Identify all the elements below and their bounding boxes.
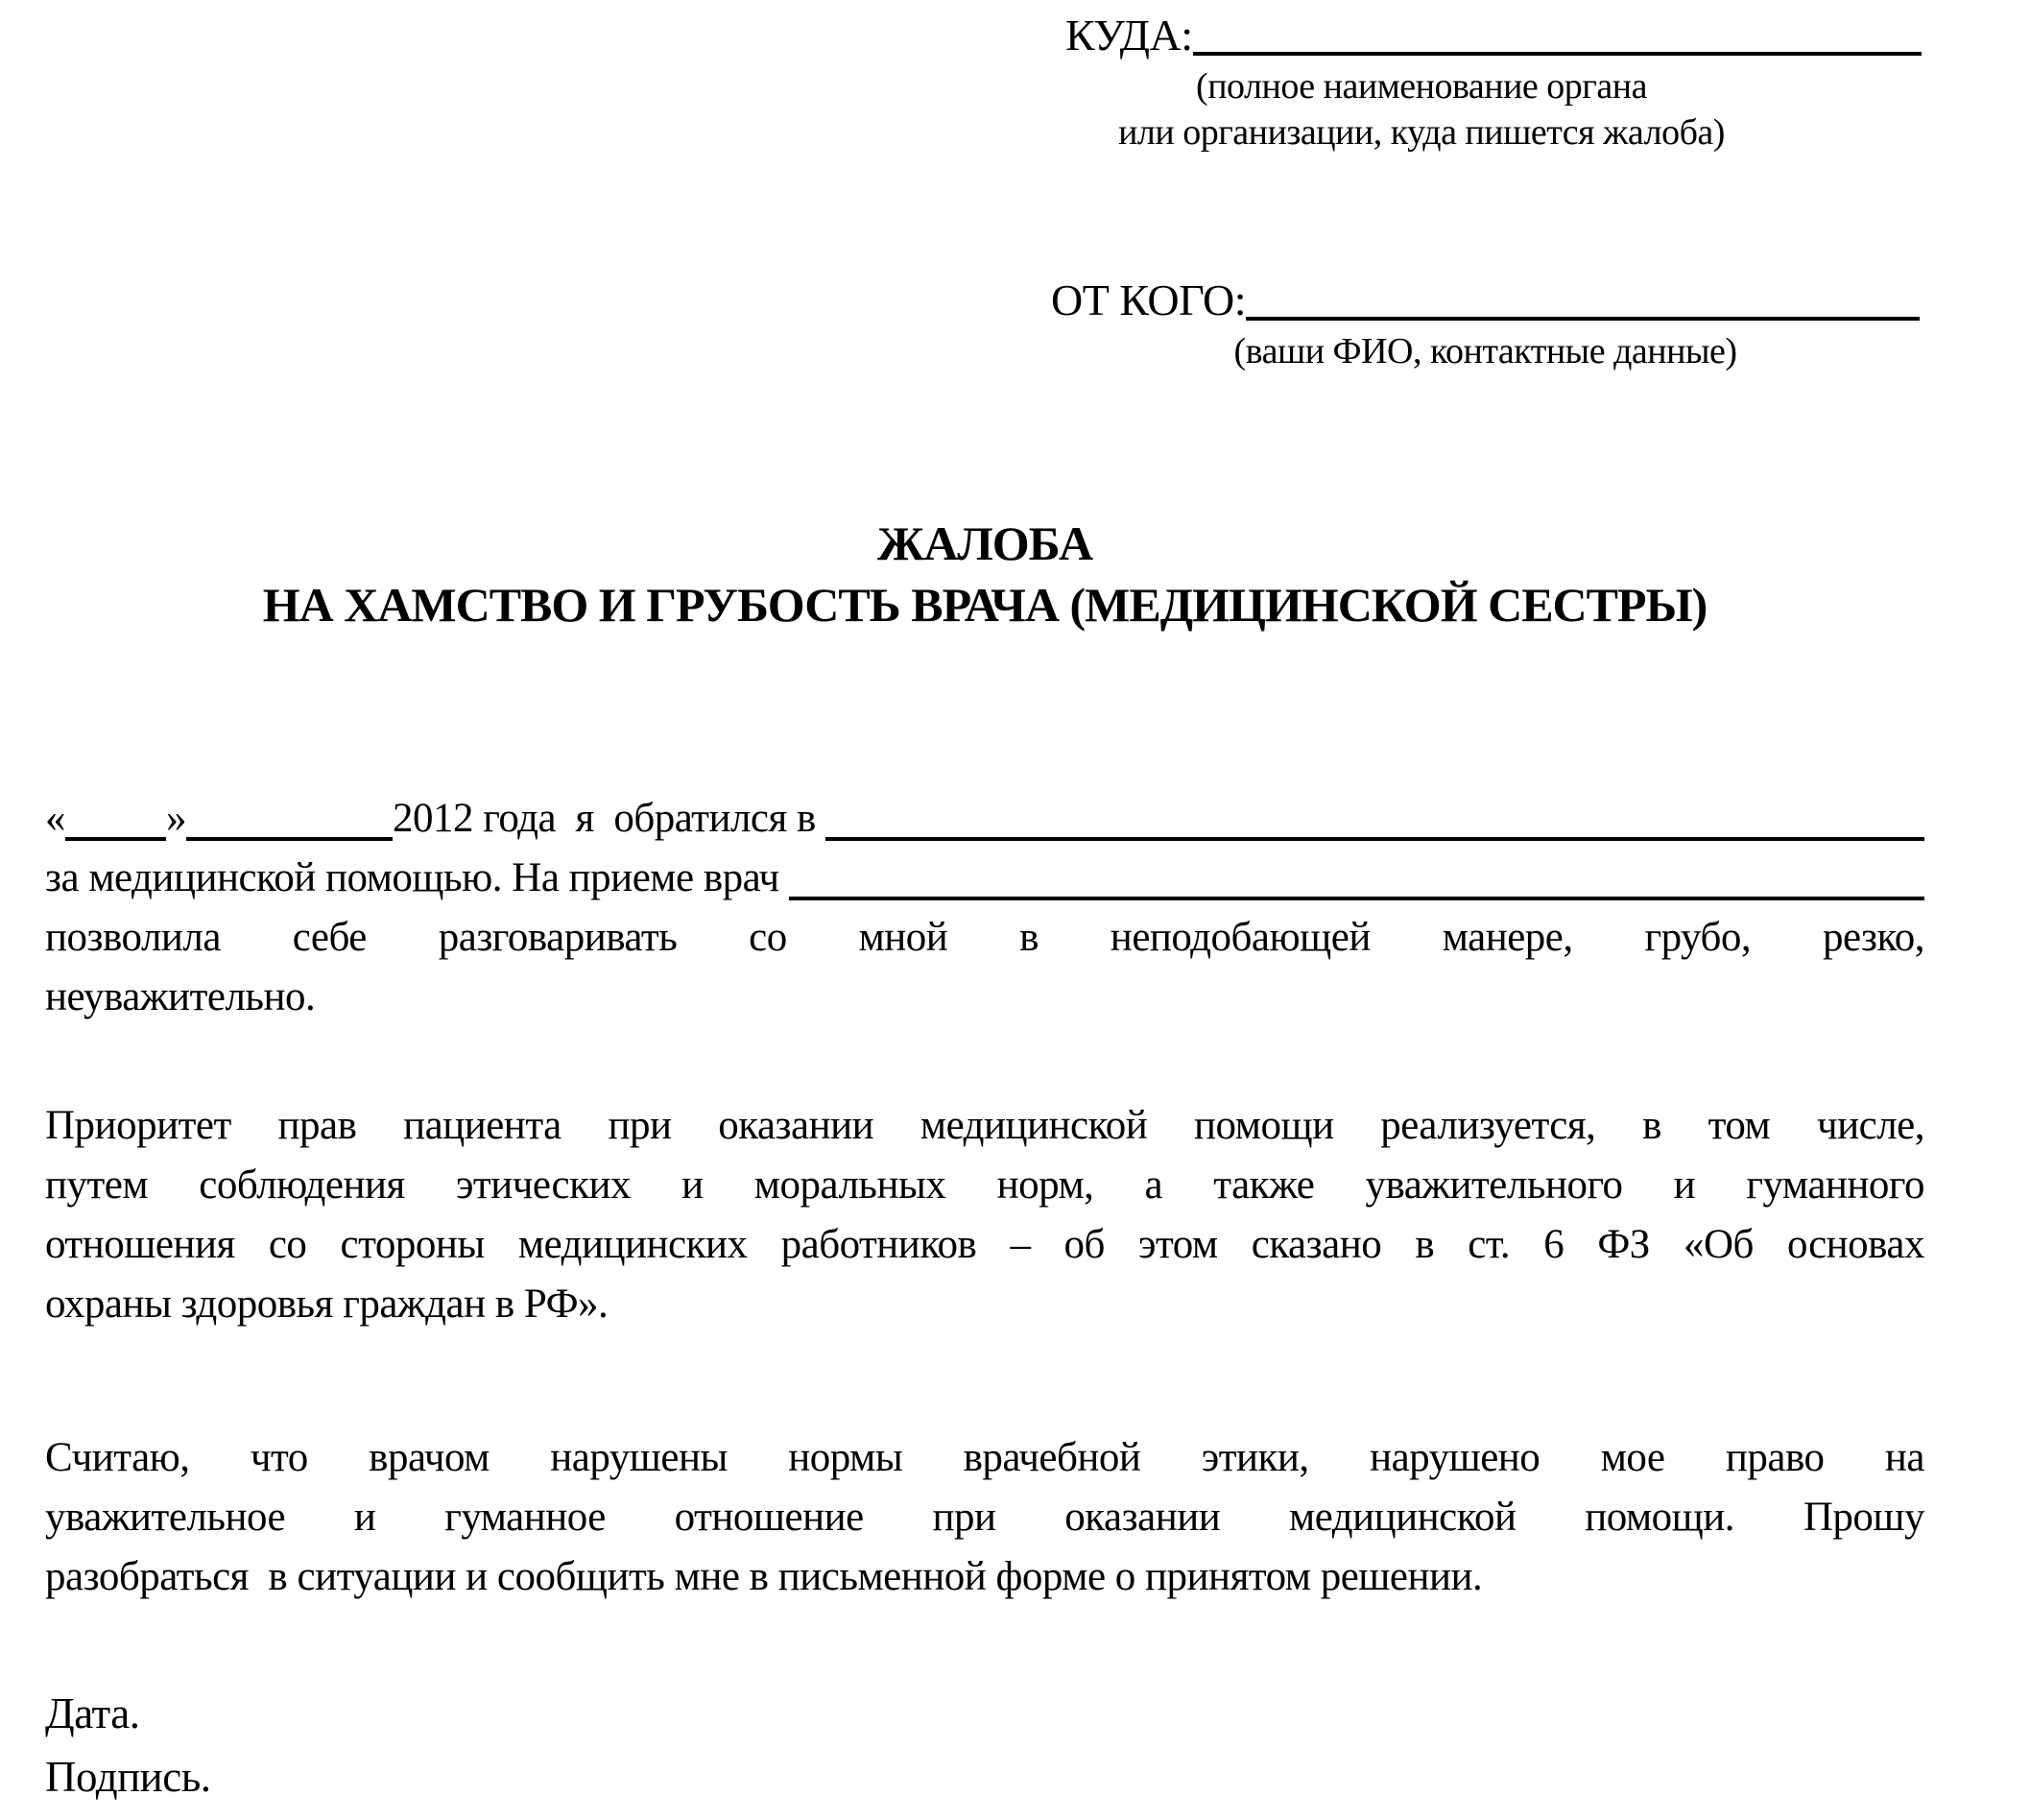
p3-line-3: разобраться в ситуации и сообщить мне в письменной форме о принятом решении. [45,1554,1483,1599]
p1-year-text: 2012 года я обратился в [393,796,826,841]
organization-blank [825,789,1924,841]
paragraph-3 [45,1428,1924,1607]
p3-line-2: уважительное и гуманное отношение при оказании медицинской помощи. Прошу [45,1495,1924,1540]
doctor-name-blank [789,849,1924,900]
recipient-block [1065,8,1922,156]
recipient-caption-line1: (полное наименование органа [1196,66,1647,107]
title-line-2: НА ХАМСТВО И ГРУБОСТЬ ВРАЧА (МЕДИЦИНСКОЙ СЕСТРЫ) [262,578,1708,632]
sender-block [1051,273,1920,374]
document-title [45,513,1924,635]
p2-line-3: отношения со стороны медицинских работников – об этом сказано в ст. 6 ФЗ «Об основах [45,1222,1924,1267]
title-line-1: ЖАЛОБА [876,516,1093,570]
sender-caption: (ваши ФИО, контактные данные) [1233,331,1737,371]
date-day-blank [65,789,166,841]
recipient-blank-line [1193,8,1922,56]
recipient-line [1065,8,1922,63]
p1-line-4: неуважительно. [45,974,316,1019]
signature-label: Подпись. [45,1753,211,1801]
close-quote: » [166,796,186,841]
sender-label: ОТ КОГО: [1051,275,1247,324]
recipient-label: КУДА: [1065,11,1193,60]
date-month-blank [186,789,393,841]
p1-line-1 [45,789,1924,849]
date-label: Дата. [45,1689,140,1737]
p2-line-4: охраны здоровья граждан в РФ». [45,1281,609,1327]
sender-line [1051,273,1920,328]
p2-line-2: путем соблюдения этических и моральных норм, а также уважительного и гуманного [45,1162,1924,1208]
p2-line-1: Приоритет прав пациента при оказании медицинской помощи реализуется, в том числе, [45,1103,1924,1148]
p1-line2-text: за медицинской помощью. На приеме врач [45,855,789,900]
paragraph-2 [45,1096,1924,1334]
footer-block [45,1682,1924,1808]
recipient-caption-line2: или организации, куда пишется жалоба) [1118,112,1725,153]
sender-blank-line [1246,273,1920,321]
paragraph-1 [45,789,1924,1027]
open-quote: « [45,796,65,841]
p1-line-2 [45,849,1924,908]
p3-line-1: Считаю, что врачом нарушены нормы врачебной этики, нарушено мое право на [45,1435,1924,1480]
p1-line-3: позволила себе разговаривать со мной в неподобающей манере, грубо, резко, [45,915,1924,960]
